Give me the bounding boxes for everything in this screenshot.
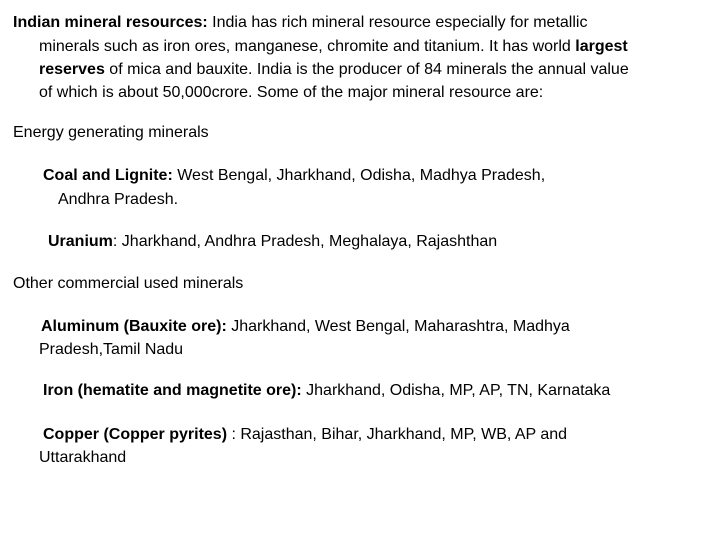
intro-line-2: [39, 35, 628, 58]
aluminum-label: Aluminum (Bauxite ore):: [41, 318, 227, 335]
intro-largest: largest: [575, 38, 628, 55]
intro-reserves: reserves: [39, 61, 105, 78]
intro-line-2-text: minerals such as iron ores, manganese, chromite and titanium. It has world: [39, 38, 576, 55]
aluminum-line-1: [41, 315, 570, 338]
coal-line-1: [43, 164, 545, 187]
coal-line-2: [58, 188, 178, 211]
aluminum-text-1: Jharkhand, West Bengal, Maharashtra, Madhya: [226, 318, 570, 335]
copper-text-2: Uttarakhand: [39, 449, 127, 466]
energy-heading-text: Energy generating minerals: [13, 124, 209, 141]
copper-text-1: : Rajasthan, Bihar, Jharkhand, MP, WB, AP and: [227, 426, 568, 443]
commercial-heading-text: Other commercial used minerals: [13, 275, 244, 292]
aluminum-text-2: Pradesh,Tamil Nadu: [39, 341, 184, 358]
iron-text: Jharkhand, Odisha, MP, AP, TN, Karnataka: [301, 382, 611, 399]
intro-line-4: [39, 81, 543, 104]
uranium-text: : Jharkhand, Andhra Pradesh, Meghalaya, Rajashthan: [112, 233, 498, 250]
coal-text-2: Andhra Pradesh.: [58, 191, 179, 208]
intro-line-1: [13, 11, 587, 34]
iron-label: Iron (hematite and magnetite ore):: [43, 382, 302, 399]
iron-line: [43, 379, 610, 402]
copper-line-2: [39, 446, 126, 469]
uranium-label: Uranium: [48, 233, 113, 250]
coal-text-1: West Bengal, Jharkhand, Odisha, Madhya Pradesh,: [172, 167, 546, 184]
copper-line-1: [43, 423, 567, 446]
intro-heading: Indian mineral resources:: [13, 14, 208, 31]
intro-line-3: [39, 58, 629, 81]
energy-heading: [13, 121, 209, 144]
intro-line-4-text: of which is about 50,000crore. Some of the major mineral resource are:: [39, 84, 544, 101]
uranium-line: [48, 230, 497, 253]
aluminum-line-2: [39, 338, 183, 361]
copper-label: Copper (Copper pyrites): [43, 426, 228, 443]
coal-label: Coal and Lignite:: [43, 167, 173, 184]
intro-line-1-text: India has rich mineral resource especially for metallic: [207, 14, 588, 31]
intro-line-3-text: of mica and bauxite. India is the producer of 84 minerals the annual value: [104, 61, 629, 78]
commercial-heading: [13, 272, 243, 295]
